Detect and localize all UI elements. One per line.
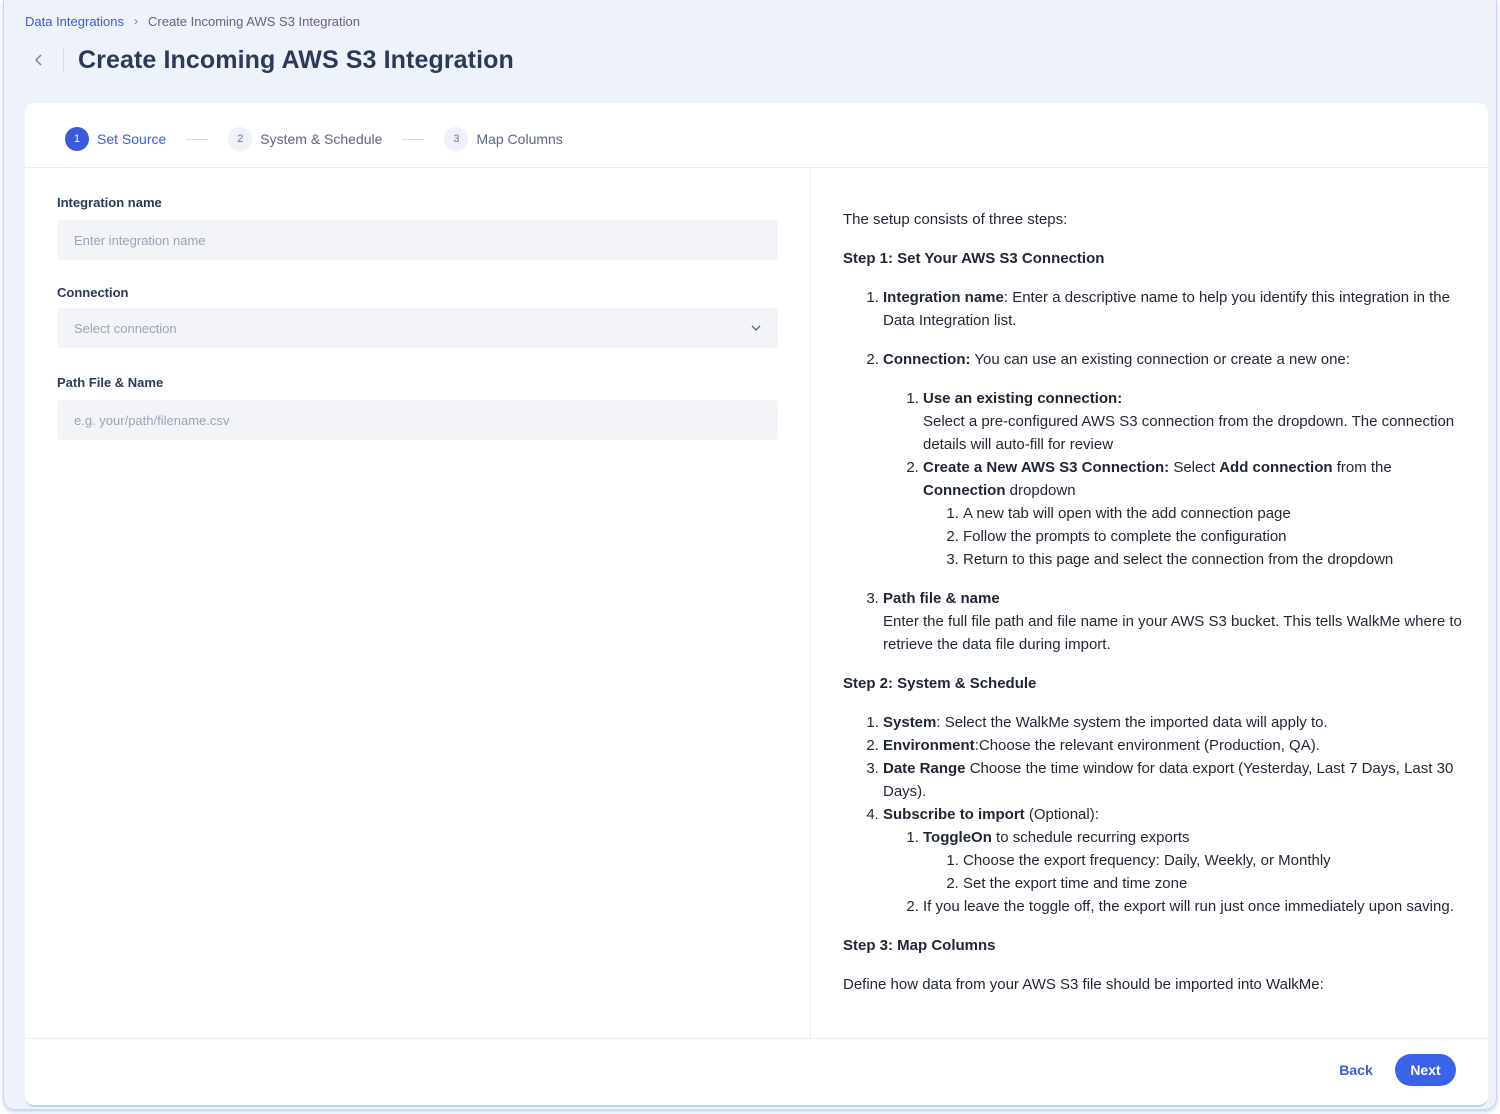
integration-card xyxy=(25,103,1488,1107)
step-connector xyxy=(186,139,208,140)
chevron-down-icon xyxy=(751,325,761,331)
list-item-bold: Connection xyxy=(923,482,1006,499)
integration-name-label: Integration name xyxy=(57,195,162,210)
list-item-bold: Connection: xyxy=(883,351,971,368)
step-number: 2 xyxy=(228,127,252,151)
help-step3-text: Define how data from your AWS S3 file should be imported into WalkMe: xyxy=(843,976,1324,993)
list-item-text: (Optional): xyxy=(1024,806,1099,823)
list-item-bold: Subscribe to import xyxy=(883,806,1025,823)
list-item xyxy=(883,587,1463,656)
list-item-text: Enter the full file path and file name in your AWS S3 bucket. This tells WalkMe where to retrieve the data file during import. xyxy=(883,613,1462,653)
list-item: 2. Follow the prompts to complete the configuration xyxy=(963,525,1463,548)
back-button[interactable]: Back xyxy=(1339,1062,1373,1078)
step-system-schedule[interactable] xyxy=(228,127,382,151)
step-number: 1 xyxy=(65,127,89,151)
path-file-name-field[interactable] xyxy=(57,400,778,440)
step-label: Map Columns xyxy=(476,131,563,147)
page-title: Create Incoming AWS S3 Integration xyxy=(78,45,514,74)
help-step1-title: Step 1: Set Your AWS S3 Connection xyxy=(843,250,1105,267)
connection-select[interactable] xyxy=(57,308,778,348)
list-item-text: to schedule recurring exports xyxy=(991,829,1190,846)
next-button[interactable]: Next xyxy=(1395,1054,1456,1086)
help-toggle-sublist xyxy=(923,849,1463,895)
list-item: 1. Choose the export frequency: Daily, Weekly, or Monthly xyxy=(963,849,1463,872)
list-item-bold: Use an existing connection: xyxy=(923,390,1123,407)
step-number: 3 xyxy=(444,127,468,151)
list-item-text: dropdown xyxy=(1005,482,1076,499)
step-label: Set Source xyxy=(97,131,167,147)
list-item-bold: Add connection xyxy=(1219,459,1333,476)
step-set-source[interactable] xyxy=(65,127,166,151)
step-map-columns[interactable] xyxy=(444,127,562,151)
header-divider xyxy=(63,48,64,72)
list-item-text: Select xyxy=(1169,459,1220,476)
list-item xyxy=(923,456,1463,571)
step-label: System & Schedule xyxy=(260,131,383,147)
list-item-bold: Date Range xyxy=(883,760,966,777)
step-connector xyxy=(402,139,424,140)
path-file-name-label: Path File & Name xyxy=(57,375,164,390)
list-item xyxy=(883,348,1463,571)
list-item-text: :Choose the relevant environment (Production, QA). xyxy=(974,737,1320,754)
list-item: 2. If you leave the toggle off, the export will run just once immediately upon saving. xyxy=(923,895,1463,918)
list-item-bold: ToggleOn xyxy=(923,829,992,846)
list-item xyxy=(883,757,1463,803)
list-item xyxy=(883,286,1463,332)
list-item-text: : Enter a descriptive name to help you identify this integration in the Data Integration list. xyxy=(883,289,1450,329)
integration-name-input[interactable] xyxy=(74,233,761,248)
list-item xyxy=(923,387,1463,456)
path-file-name-input[interactable] xyxy=(74,413,761,428)
breadcrumb xyxy=(25,12,360,30)
list-item-text: from the xyxy=(1332,459,1392,476)
breadcrumb-data-integrations-link[interactable]: Data Integrations xyxy=(25,13,125,29)
list-item-bold: Integration name xyxy=(883,289,1004,306)
list-item-bold: Create a New AWS S3 Connection: xyxy=(923,459,1170,476)
connection-select-placeholder: Select connection xyxy=(74,320,177,336)
chevron-left-icon xyxy=(34,54,44,66)
help-step2-list xyxy=(843,711,1463,918)
pane-divider xyxy=(810,168,811,1038)
list-item-text: : Select the WalkMe system the imported data will apply to. xyxy=(936,714,1328,731)
breadcrumb-separator-icon: › xyxy=(134,14,139,28)
help-step1-list xyxy=(843,286,1463,656)
list-item: 3. Return to this page and select the connection from the dropdown xyxy=(963,548,1463,571)
list-item xyxy=(883,711,1463,734)
footer-divider xyxy=(25,1038,1488,1039)
list-item-text: Choose the time window for data export (Yesterday, Last 7 Days, Last 30 Days). xyxy=(883,760,1454,800)
back-arrow-button[interactable] xyxy=(25,46,53,74)
help-connection-sublist xyxy=(883,387,1463,571)
help-step3-title: Step 3: Map Columns xyxy=(843,937,996,954)
help-pane xyxy=(843,208,1463,1012)
integration-name-field[interactable] xyxy=(57,220,778,260)
page-header xyxy=(25,40,514,80)
connection-label: Connection xyxy=(57,285,129,300)
list-item-bold: System xyxy=(883,714,937,731)
list-item xyxy=(883,734,1463,757)
help-new-connection-sublist xyxy=(923,502,1463,571)
help-intro: The setup consists of three steps: xyxy=(843,211,1068,228)
help-subscribe-sublist xyxy=(883,826,1463,918)
breadcrumb-current: Create Incoming AWS S3 Integration xyxy=(148,13,360,29)
list-item xyxy=(883,803,1463,918)
list-item-bold: Path file & name xyxy=(883,590,1000,607)
list-item xyxy=(923,826,1463,895)
list-item-text: You can use an existing connection or create a new one: xyxy=(970,351,1350,368)
app-frame xyxy=(3,0,1497,1110)
list-item: 1. A new tab will open with the add connection page xyxy=(963,502,1463,525)
list-item-bold: Environment xyxy=(883,737,975,754)
list-item-text: Select a pre-configured AWS S3 connection from the dropdown. The connection details will auto-fill for review xyxy=(923,413,1455,453)
help-step2-title: Step 2: System & Schedule xyxy=(843,675,1037,692)
stepper xyxy=(65,127,563,151)
form-pane xyxy=(25,168,810,1038)
list-item: 2. Set the export time and time zone xyxy=(963,872,1463,895)
